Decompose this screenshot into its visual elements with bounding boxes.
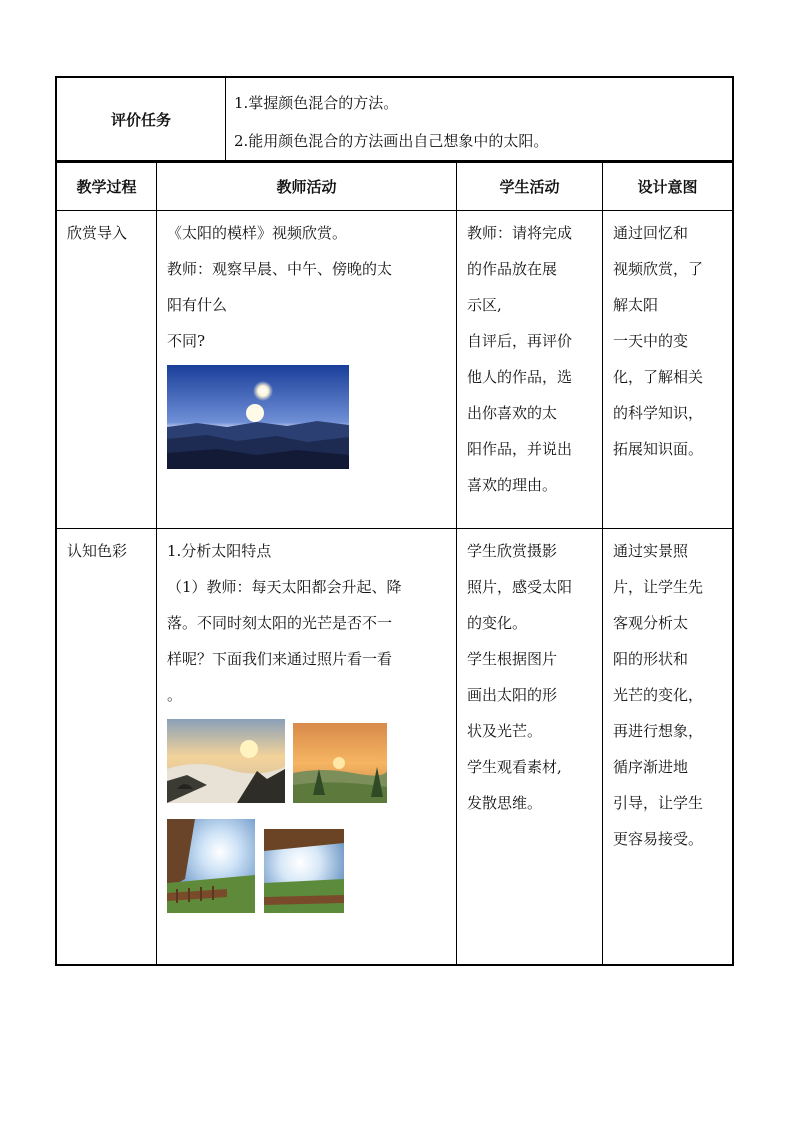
design-line: 视频欣赏，了 bbox=[613, 259, 704, 278]
header-student: 学生活动 bbox=[457, 162, 603, 210]
sunburst-porch-photo bbox=[167, 819, 255, 913]
teaching-table bbox=[55, 161, 734, 966]
sunrise-video-image bbox=[167, 365, 349, 469]
table-row bbox=[56, 528, 733, 965]
header-design: 设计意图 bbox=[603, 162, 734, 210]
design-line: 客观分析太 bbox=[613, 613, 689, 632]
teacher-line: 《太阳的模样》视频欣赏。 bbox=[167, 223, 348, 242]
student-line: 状及光芒。 bbox=[467, 721, 543, 740]
photo-row bbox=[167, 719, 448, 809]
teacher-line: 教师：观察早晨、中午、傍晚的太 bbox=[167, 259, 393, 278]
eval-items bbox=[226, 77, 734, 161]
lesson-plan-document bbox=[55, 76, 734, 966]
teacher-line: 样呢？下面我们来通过照片看一看 bbox=[167, 649, 393, 668]
photo-row bbox=[167, 819, 448, 915]
teacher-line: （1）教师：每天太阳都会升起、降 bbox=[167, 577, 402, 596]
eval-item-1: 1.掌握颜色混合的方法。 bbox=[234, 94, 399, 112]
student-line: 学生欣赏摄影 bbox=[467, 541, 558, 560]
eval-label: 评价任务 bbox=[56, 77, 226, 161]
student-line: 的变化。 bbox=[467, 613, 528, 632]
design-line: 一天中的变 bbox=[613, 331, 689, 350]
teacher-line: 不同? bbox=[167, 331, 206, 350]
design-line: 更容易接受。 bbox=[613, 829, 704, 848]
design-cell bbox=[603, 210, 734, 528]
design-line: 解太阳 bbox=[613, 295, 659, 314]
design-line: 再进行想象， bbox=[613, 721, 704, 740]
design-cell bbox=[603, 528, 734, 965]
design-line: 光芒的变化， bbox=[613, 685, 704, 704]
evaluation-table bbox=[55, 76, 734, 161]
teacher-cell bbox=[157, 528, 457, 965]
header-teacher: 教师活动 bbox=[157, 162, 457, 210]
teacher-line: 1.分析太阳特点 bbox=[167, 541, 272, 560]
design-line: 引导，让学生 bbox=[613, 793, 704, 812]
student-cell bbox=[457, 528, 603, 965]
sunset-meadow-photo bbox=[293, 723, 387, 803]
design-line: 通过回忆和 bbox=[613, 223, 689, 242]
process-cell: 欣赏导入 bbox=[56, 210, 157, 528]
student-line: 学生根据图片 bbox=[467, 649, 558, 668]
student-line: 示区, bbox=[467, 295, 502, 314]
table-row bbox=[56, 210, 733, 528]
student-line: 教师：请将完成 bbox=[467, 223, 573, 242]
student-line: 喜欢的理由。 bbox=[467, 475, 558, 494]
design-line: 拓展知识面。 bbox=[613, 439, 704, 458]
student-line: 他人的作品，选 bbox=[467, 367, 573, 386]
student-line: 照片，感受太阳 bbox=[467, 577, 573, 596]
header-process: 教学过程 bbox=[56, 162, 157, 210]
student-cell bbox=[457, 210, 603, 528]
teacher-line: 阳有什么 bbox=[167, 295, 228, 314]
teacher-line: 。 bbox=[167, 685, 183, 704]
student-line: 自评后，再评价 bbox=[467, 331, 573, 350]
student-line: 阳作品，并说出 bbox=[467, 439, 573, 458]
teacher-cell bbox=[157, 210, 457, 528]
design-line: 化，了解相关 bbox=[613, 367, 704, 386]
design-line: 通过实景照 bbox=[613, 541, 689, 560]
design-line: 循序渐进地 bbox=[613, 757, 689, 776]
student-line: 发散思维。 bbox=[467, 793, 543, 812]
process-cell: 认知色彩 bbox=[56, 528, 157, 965]
design-line: 片，让学生先 bbox=[613, 577, 704, 596]
student-line: 出你喜欢的太 bbox=[467, 403, 558, 422]
design-line: 的科学知识， bbox=[613, 403, 704, 422]
sunburst-cabin-photo bbox=[264, 829, 344, 913]
teacher-line: 落。不同时刻太阳的光芒是否不一 bbox=[167, 613, 393, 632]
eval-item-2: 2.能用颜色混合的方法画出自己想象中的太阳。 bbox=[234, 132, 549, 150]
design-line: 阳的形状和 bbox=[613, 649, 689, 668]
student-line: 学生观看素材, bbox=[467, 757, 562, 776]
sunrise-clouds-photo bbox=[167, 719, 285, 803]
student-line: 画出太阳的形 bbox=[467, 685, 558, 704]
student-line: 的作品放在展 bbox=[467, 259, 558, 278]
